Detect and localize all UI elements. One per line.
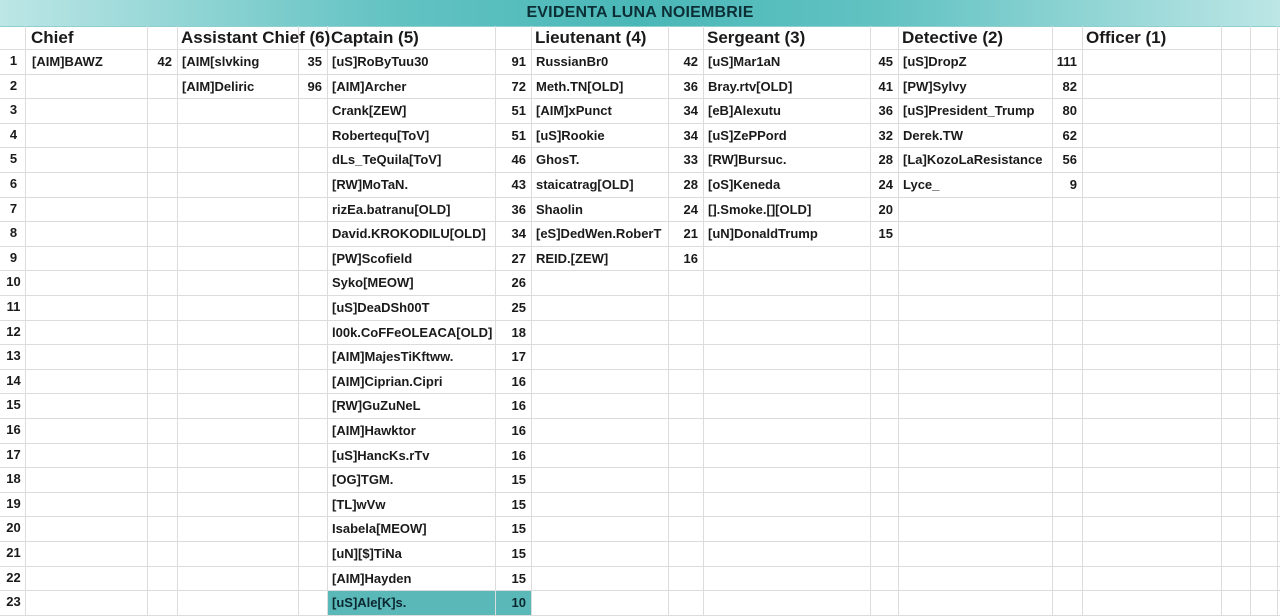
row-number[interactable]: 8 [9, 225, 18, 241]
grid-row-line [0, 492, 1280, 493]
row-number[interactable]: 9 [9, 249, 18, 265]
score-cell[interactable]: 34 [683, 127, 698, 143]
player-name-cell[interactable]: [eS]DedWen.RoberT [536, 226, 662, 242]
column-header[interactable]: Sergeant (3) [707, 28, 806, 47]
score-cell[interactable]: 46 [511, 152, 526, 168]
score-cell[interactable]: 96 [307, 78, 322, 94]
score-cell[interactable]: 41 [878, 78, 893, 94]
score-cell[interactable]: 16 [511, 398, 526, 414]
player-name-cell[interactable]: Robertequ[ToV] [332, 127, 430, 143]
player-name-cell[interactable]: [OG]TGM. [332, 472, 394, 488]
spreadsheet-grid [0, 26, 1280, 616]
grid-row-line [0, 516, 1280, 517]
player-name-cell[interactable]: [PW]Sylvy [903, 78, 967, 94]
row-number[interactable]: 21 [6, 545, 21, 560]
score-cell[interactable]: 25 [511, 300, 526, 315]
player-name-cell[interactable]: [PW]Scofield [332, 250, 413, 266]
score-cell[interactable]: 82 [1062, 78, 1077, 94]
row-number[interactable]: 10 [6, 274, 21, 290]
player-name-cell[interactable]: [TL]wVw [332, 496, 386, 512]
player-name-cell[interactable]: RussianBr0 [536, 54, 609, 69]
row-number[interactable]: 12 [6, 323, 21, 339]
player-name-cell[interactable]: rizEa.batranu[OLD] [332, 201, 451, 217]
row-number[interactable]: 22 [6, 569, 21, 585]
score-cell[interactable]: 24 [878, 177, 893, 192]
score-cell[interactable]: 56 [1062, 152, 1077, 168]
player-name-cell[interactable]: [].Smoke.[][OLD] [708, 201, 812, 217]
score-cell[interactable]: 26 [511, 275, 526, 291]
score-cell[interactable]: 10 [496, 591, 531, 615]
score-cell[interactable]: 16 [511, 423, 526, 438]
player-name-cell[interactable]: staicatrag[OLD] [536, 177, 634, 192]
player-name-cell[interactable]: [RW]GuZuNeL [332, 398, 421, 414]
grid-row-line [0, 566, 1280, 567]
row-number[interactable]: 18 [6, 471, 21, 487]
player-name-cell[interactable]: [uN]DonaldTrump [708, 226, 818, 242]
row-number[interactable]: 1 [9, 53, 18, 68]
row-number[interactable]: 3 [9, 102, 18, 118]
column-header[interactable]: Detective (2) [902, 28, 1004, 47]
score-cell[interactable]: 91 [511, 54, 526, 69]
score-cell[interactable]: 36 [878, 103, 893, 119]
score-cell[interactable]: 17 [511, 349, 526, 365]
player-name-cell[interactable]: [uS]DeaDSh00T [332, 300, 430, 315]
player-name-cell[interactable]: Crank[ZEW] [332, 103, 407, 119]
player-name-cell[interactable]: l00k.CoFFeOLEACA[OLD] [332, 324, 493, 340]
grid-row-line [0, 369, 1280, 370]
score-cell[interactable]: 28 [683, 177, 698, 192]
column-header[interactable]: Chief [31, 28, 74, 47]
player-name-cell[interactable]: [AIM]Deliric [182, 78, 255, 94]
score-cell[interactable]: 24 [683, 201, 698, 217]
sheet-title-bar [0, 0, 1280, 27]
column-header[interactable]: Assistant Chief (6) [181, 28, 331, 47]
score-cell[interactable]: 16 [511, 373, 526, 389]
score-cell[interactable]: 15 [511, 521, 526, 537]
row-number[interactable]: 17 [6, 446, 21, 462]
grid-row-line [0, 590, 1280, 591]
score-cell[interactable]: 15 [511, 546, 526, 561]
player-name-cell[interactable]: Meth.TN[OLD] [536, 78, 624, 94]
player-name-cell[interactable]: Bray.rtv[OLD] [708, 78, 793, 94]
score-cell[interactable]: 34 [511, 226, 526, 242]
row-number[interactable]: 13 [6, 348, 21, 364]
player-name-cell[interactable]: [uS]ZePPord [708, 127, 787, 143]
player-name-cell[interactable]: [uS]President_Trump [903, 103, 1035, 119]
score-cell[interactable]: 43 [511, 177, 526, 192]
score-cell[interactable]: 42 [157, 54, 172, 69]
player-name-cell[interactable]: [AIM]xPunct [536, 103, 612, 119]
column-header[interactable]: Officer (1) [1086, 28, 1167, 47]
player-name-cell[interactable]: Shaolin [536, 201, 583, 217]
score-cell[interactable]: 51 [511, 103, 526, 119]
player-name-cell[interactable]: [uS]Mar1aN [708, 54, 781, 69]
player-name-cell[interactable]: Lyce_ [903, 177, 940, 192]
score-cell[interactable]: 18 [511, 324, 526, 340]
grid-column-line [1221, 26, 1222, 616]
player-name-cell[interactable]: Syko[MEOW] [332, 275, 414, 291]
score-cell[interactable]: 15 [511, 570, 526, 586]
player-name-cell[interactable]: [eB]Alexutu [708, 103, 781, 119]
row-number[interactable]: 14 [6, 372, 21, 388]
score-cell[interactable]: 36 [683, 78, 698, 94]
grid-column-line [1250, 26, 1251, 616]
player-name-cell[interactable]: [AIM]BAWZ [32, 54, 103, 69]
row-number[interactable]: 23 [6, 594, 21, 610]
score-cell[interactable]: 15 [511, 472, 526, 488]
player-name-cell[interactable]: REID.[ZEW] [536, 250, 609, 266]
score-cell[interactable]: 21 [683, 226, 698, 242]
player-name-cell[interactable]: [AIM]Archer [332, 78, 407, 94]
grid-column-line [298, 26, 299, 616]
row-number[interactable]: 16 [6, 422, 21, 437]
player-name-cell[interactable]: [AIM]MajesTiKftww. [332, 349, 454, 365]
grid-row-line [0, 295, 1280, 296]
row-number[interactable]: 2 [9, 77, 18, 93]
score-cell[interactable]: 51 [511, 127, 526, 143]
score-cell[interactable]: 34 [683, 103, 698, 119]
score-cell[interactable]: 62 [1062, 127, 1077, 143]
player-name-cell[interactable]: Isabela[MEOW] [332, 521, 427, 537]
score-cell[interactable]: 32 [878, 127, 893, 143]
player-name-cell[interactable]: [AIM]Hayden [332, 570, 412, 586]
player-name-cell[interactable]: [RW]MoTaN. [332, 177, 409, 192]
player-name-cell[interactable]: GhosT. [536, 152, 580, 168]
score-cell[interactable]: 20 [878, 201, 893, 217]
grid-column-line [1082, 26, 1083, 616]
score-cell[interactable]: 36 [511, 201, 526, 217]
player-name-cell[interactable]: [La]KozoLaResistance [903, 152, 1043, 168]
score-cell[interactable]: 16 [511, 447, 526, 463]
player-name-cell[interactable]: dLs_TeQuila[ToV] [332, 152, 442, 168]
player-name-cell[interactable]: [AIM]Ciprian.Cipri [332, 373, 443, 389]
score-cell[interactable]: 15 [878, 226, 893, 242]
player-name-cell[interactable]: [uS]Rookie [536, 127, 605, 143]
grid-column-line [1277, 26, 1278, 616]
row-number[interactable]: 20 [6, 520, 21, 536]
score-cell[interactable]: 9 [1069, 177, 1077, 192]
score-cell[interactable]: 15 [511, 496, 526, 512]
grid-row-line [0, 393, 1280, 394]
row-number[interactable]: 4 [9, 126, 18, 142]
score-cell[interactable]: 27 [511, 250, 526, 266]
score-cell[interactable]: 80 [1062, 103, 1077, 119]
grid-row-line [0, 467, 1280, 468]
column-header[interactable]: Captain (5) [331, 28, 419, 47]
player-name-cell[interactable]: [uS]RoByTuu30 [332, 54, 429, 69]
grid-row-line [0, 320, 1280, 321]
player-name-cell[interactable]: [RW]Bursuc. [708, 152, 787, 168]
score-cell[interactable]: 28 [878, 152, 893, 168]
sheet-title: EVIDENTA LUNA NOIEMBRIE [526, 4, 754, 21]
player-name-cell[interactable]: [AIM[slvking [182, 54, 260, 69]
score-cell[interactable]: 45 [878, 54, 893, 69]
grid-column-line [147, 26, 148, 616]
score-cell[interactable]: 72 [511, 78, 526, 94]
grid-row-line [0, 541, 1280, 542]
column-header[interactable]: Lieutenant (4) [535, 28, 647, 47]
row-number[interactable]: 6 [9, 176, 18, 191]
row-number[interactable]: 5 [9, 151, 18, 167]
score-cell[interactable]: 35 [307, 54, 322, 69]
grid-row-line [0, 443, 1280, 444]
row-number[interactable]: 19 [6, 495, 21, 511]
player-name-cell[interactable]: Derek.TW [903, 127, 963, 143]
player-name-cell[interactable]: [oS]Keneda [708, 177, 781, 192]
player-name-cell[interactable]: [uS]HancKs.rTv [332, 447, 430, 463]
row-number[interactable]: 15 [6, 397, 21, 413]
score-cell[interactable]: 111 [1056, 54, 1077, 69]
player-name-cell[interactable]: [uS]Ale[K]s. [328, 591, 495, 615]
grid-row-line [0, 418, 1280, 419]
player-name-cell[interactable]: [uS]DropZ [903, 54, 967, 69]
row-number[interactable]: 7 [9, 200, 18, 216]
score-cell[interactable]: 16 [683, 250, 698, 266]
score-cell[interactable]: 42 [683, 54, 698, 69]
row-number[interactable]: 11 [6, 299, 21, 314]
player-name-cell[interactable]: [AIM]Hawktor [332, 423, 416, 438]
score-cell[interactable]: 33 [683, 152, 698, 168]
grid-row-line [0, 344, 1280, 345]
player-name-cell[interactable]: David.KROKODILU[OLD] [332, 226, 486, 242]
grid-column-line [177, 26, 178, 616]
player-name-cell[interactable]: [uN][$]TiNa [332, 546, 402, 561]
